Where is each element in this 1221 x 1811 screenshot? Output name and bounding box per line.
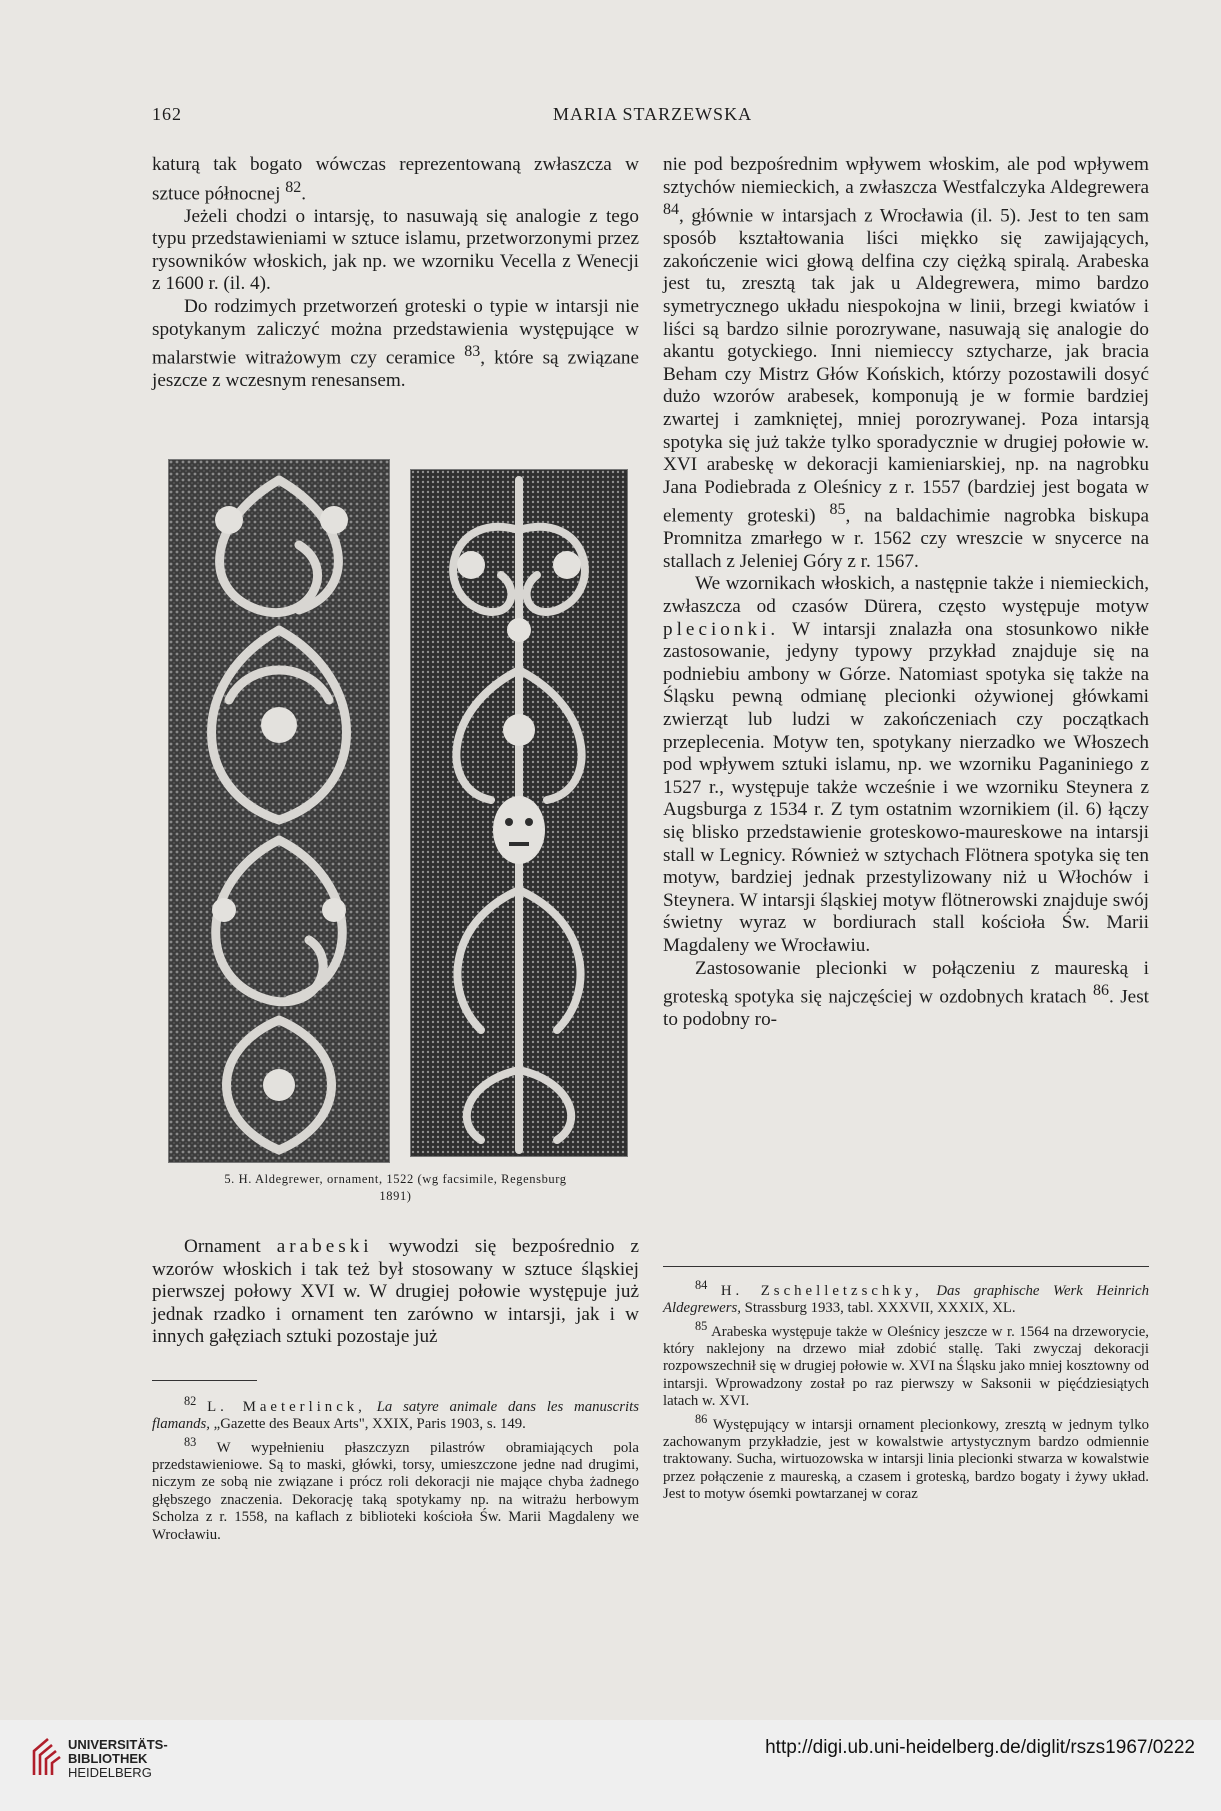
viewer-footer xyxy=(0,1720,1221,1811)
footnote-rule xyxy=(663,1266,1149,1267)
footnote-ref[interactable]: 82 xyxy=(285,178,302,196)
right-column xyxy=(663,154,1149,1032)
library-name: UNIVERSITÄTS- BIBLIOTHEK HEIDELBERG xyxy=(68,1737,168,1780)
running-title: MARIA STARZEWSKA xyxy=(553,104,753,124)
footnote-83: $^{83}$ W wypełnieniu płaszczyzn pilastrów obramiających pola przedstawieniowe. Są to maski, główki, torsy, umieszczone jedne nad drugimi, niczym ze sobą nie związane i prócz roli dekoracji nie mające chyba żadnego głębszego znaczenia. Dekorację taką spotykamy np. na witrażu herbowym Scholza z r. 1558, na kaflach z biblioteki kościoła Św. Marii Magdaleny we Wrocławiu. xyxy=(152,1434,639,1543)
footnote-ref[interactable]: 85 xyxy=(829,501,846,519)
footnotes-right xyxy=(663,1277,1149,1504)
footnote-86: $^{86}$ Występujący w intarsji ornament plecionkowy, zresztą w jednym tylko zachowanym przykładzie, jest w kowalstwie artystycznym bardzo odmiennie traktowany. Sucha, wirtuozowska w intarsji linia plecionki stwarza w kowalstwie przez połączenie z maureską, a czasem i groteską, bardzo bogaty i żywy układ. Jest to motyw ósemki powtarzanej w coraz xyxy=(663,1411,1149,1503)
library-logo-icon xyxy=(30,1735,64,1779)
page-number: 162 xyxy=(152,104,182,124)
footnote-82: $^{82}$ L. Maeterlinck, La satyre animale dans les manuscrits flamands, „Gazette des Beaux Arts", XXIX, Paris 1903, s. 149. xyxy=(152,1394,639,1433)
paragraph: katurą tak bogato wówczas reprezentowaną zwłaszcza w sztuce północnej $^{82}$. xyxy=(152,154,639,204)
left-column-bottom xyxy=(152,1236,639,1349)
footnote-84: $^{84}$ H. Zschelletzschky, Das graphische Werk Heinrich Aldegrewers, Strassburg 1933, tabl. XXXVII, XXXIX, XL. xyxy=(663,1278,1149,1317)
emphasized-term: arabeski xyxy=(276,1236,373,1257)
paragraph: Zastosowanie plecionki w połączeniu z maureską i groteską spotyka się najczęściej w ozdobnych kratach $^{86}$. Jest to podobny ro- xyxy=(663,957,1149,1031)
footnote-85: $^{85}$ Arabeska występuje także w Oleśnicy jeszcze w r. 1564 na drzeworycie, który naklejony na drzewo miał zdobić stallę. Taki zwyczaj dekoracji rozpowszechnił się w drugiej połowie w. XVI na Śląsku jako mniej kosztowny od intarsji. Wprowadzony został po raz pierwszy w Saksonii w pięćdziesiątych latach w. XVI. xyxy=(663,1318,1149,1410)
permalink-url[interactable]: http://digi.ub.uni-heidelberg.de/diglit/rszs1967/0222 xyxy=(765,1737,1195,1758)
figure-caption: 5. H. Aldegrewer, ornament, 1522 (wg facsimile, Regensburg 1891) xyxy=(224,1172,567,1203)
paragraph: nie pod bezpośrednim wpływem włoskim, ale pod wpływem sztychów niemieckich, a zwłaszcza Westfalczyka Aldegrewera $^{84}$, głównie w intarsjach z Wrocławia (il. 5). Jest to ten sam sposób kształtowania liści miękko się zawijających, zakończenie wici głową delfina czy ciężką spiralą. Arabeska jest tu, zresztą tak jak u Aldegrewera, mimo bardzo symetrycznego układu niespokojna w linii, brzegi kwiatów i liści są bardzo silnie porozrywane, nasuwają się analogie do akantu gotyckiego. Inni niemieccy sztycharze, jak bracia Beham czy Mistrz Głów Końskich, którzy pozostawili dosyć dużo wzorów arabesek, komponują je w formie bardziej zwartej i zamkniętej, mniej porozrywanej. Poza intarsją spotyka się już także tylko sporadycznie w drugiej połowie w. XVI arabeskę w dekoracji kamieniarskiej, np. na nagrobku Jana Podiebrada z Oleśnicy z r. 1557 (bardziej jest bogata w elementy groteski) $^{85}$, na baldachimie nagrobka biskupa Promnitza zmarłego w r. 1562 czy wreszcie w snycerce na stallach z Jeleniej Góry z r. 1567. xyxy=(663,154,1149,572)
ornament-panel-image xyxy=(168,459,390,1163)
ornament-panel-image xyxy=(410,469,628,1157)
paragraph: Jeżeli chodzi o intarsję, to nasuwają się analogie z tego typu przedstawieniami w sztuce islamu, przetworzonymi przez rysowników włoskich, jak np. we wzorniku Vecella z Wenecji z 1600 r. (il. 4). xyxy=(152,205,639,295)
paragraph: Do rodzimych przetworzeń groteski o typie w intarsji nie spotykanym zaliczyć można przedstawienia występujące w malarstwie witrażowym czy ceramice $^{83}$, które są związane jeszcze z wczesnym renesansem. xyxy=(152,295,640,392)
footnote-rule xyxy=(152,1380,257,1381)
paragraph: Ornament arabeski wywodzi się bezpośrednio z wzorów włoskich i tak też był stosowany w sztuce śląskiej pierwszej połowy XVI w. W drugiej połowie występuje już jednak rzadko i ornament ten zarówno w intarsji, jak i w innych gałęziach sztuki pozostaje już xyxy=(152,1236,639,1348)
paragraph: We wzornikach włoskich, a następnie także i niemieckich, zwłaszcza od czasów Dürera, często występuje motyw plecionki. W intarsji znalazła ona stosunkowo nikłe zastosowanie, jedyny typowy przykład znajduje się na podniebiu ambony w Górze. Natomiast spotyka się także na Śląsku pewną odmianę plecionki ożywionej główkami zwierząt lub ludzi w zakończeniach czy początkach przeplecenia. Motyw ten, spotykany nierzadko we Włoszech pod wpływem sztuki islamu, np. we wzorniku Paganiniego z 1527 r., występuje także wcześnie i we wzorniku Steynera z Augsburga z 1534 r. Z tym ostatnim wzornikiem (il. 6) łączy się blisko przedstawienie groteskowo-maureskowe na intarsji stall w Legnicy. Również w sztychach Flötnera spotyka się ten motyw, bardziej jednak przestylizowany niż u Włochów i Steynera. W intarsji śląskiej motyw flötnerowski znajduje swój świetny wyraz w bordiurach stall kościoła Św. Marii Magdaleny we Wrocławiu. xyxy=(663,573,1149,956)
emphasized-term: plecionki. xyxy=(663,618,780,640)
footnote-ref[interactable]: 86 xyxy=(1092,982,1109,1000)
footnote-ref[interactable]: 83 xyxy=(464,343,481,361)
footnote-ref[interactable]: 84 xyxy=(663,201,679,219)
footnotes-left xyxy=(152,1393,639,1544)
left-column-top xyxy=(152,154,639,393)
